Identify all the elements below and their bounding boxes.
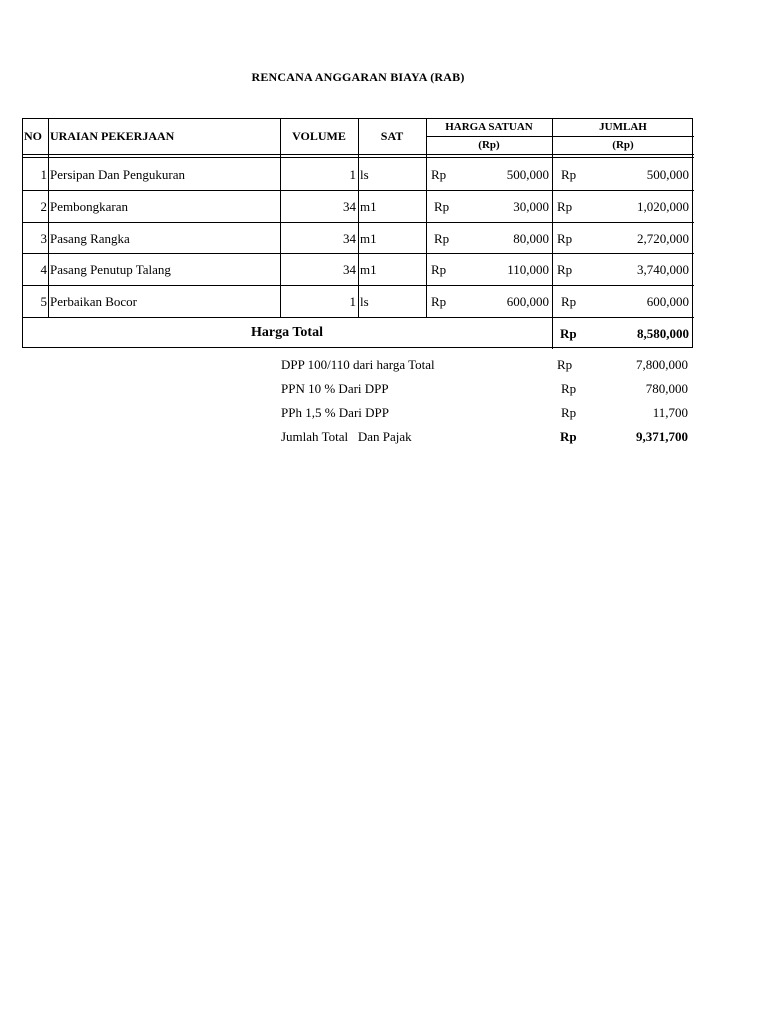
- row-harga: 30,000: [513, 199, 549, 214]
- header-uraian: URAIAN PEKERJAAN: [50, 129, 175, 143]
- header-volume: VOLUME: [292, 129, 346, 143]
- header-harga-satuan: HARGA SATUAN: [445, 121, 533, 133]
- row-jumlah: 1,020,000: [637, 199, 689, 214]
- summary-ppn-label: PPN 10 % Dari DPP: [281, 381, 389, 396]
- col-divider: [358, 119, 359, 317]
- summary-pph-rp: Rp: [561, 405, 577, 420]
- row-jumlah-rp: Rp: [557, 262, 573, 277]
- header-bottom-line: [23, 157, 694, 158]
- row-sat: m1: [360, 262, 377, 277]
- summary-pph-value: 11,700: [652, 405, 688, 420]
- row-uraian: Pasang Rangka: [50, 231, 130, 246]
- row-sat: m1: [360, 199, 377, 214]
- row-harga: 110,000: [507, 262, 549, 277]
- row-jumlah: 600,000: [646, 294, 689, 309]
- row-harga: 500,000: [506, 167, 549, 182]
- header-no: NO: [24, 129, 42, 143]
- row-harga-rp: Rp: [434, 199, 450, 214]
- summary-grand-total-rp: Rp: [560, 429, 577, 444]
- header-harga-satuan-unit: (Rp): [478, 139, 500, 151]
- summary-dpp-label: DPP 100/110 dari harga Total: [281, 357, 435, 372]
- row-volume: 1: [349, 167, 356, 182]
- row-no: 4: [40, 262, 47, 277]
- document-title: RENCANA ANGGARAN BIAYA (RAB): [251, 70, 465, 84]
- row-jumlah: 3,740,000: [637, 262, 689, 277]
- row-sat: ls: [360, 167, 369, 182]
- row-no: 3: [40, 231, 47, 246]
- row-no: 2: [40, 199, 47, 214]
- row-harga-rp: Rp: [431, 294, 447, 309]
- row-uraian: Perbaikan Bocor: [50, 294, 138, 309]
- budget-table: [22, 118, 693, 348]
- header-subline: [426, 136, 694, 137]
- row-harga-rp: Rp: [434, 231, 450, 246]
- summary-grand-total-value: 9,371,700: [636, 429, 688, 444]
- row-volume: 1: [349, 294, 356, 309]
- row-sat: ls: [360, 294, 369, 309]
- row-harga-rp: Rp: [431, 262, 447, 277]
- header-jumlah-unit: (Rp): [612, 139, 634, 151]
- summary-grand-total-label: Jumlah Total Dan Pajak: [281, 429, 412, 444]
- summary-dpp-value: 7,800,000: [636, 357, 688, 372]
- row-jumlah: 2,720,000: [637, 231, 689, 246]
- row-line: [23, 317, 694, 318]
- row-uraian: Persipan Dan Pengukuran: [50, 167, 186, 182]
- row-volume: 34: [343, 262, 356, 277]
- col-divider: [280, 119, 281, 317]
- row-jumlah-rp: Rp: [561, 294, 577, 309]
- summary-pph-label: PPh 1,5 % Dari DPP: [281, 405, 389, 420]
- row-jumlah-rp: Rp: [557, 199, 573, 214]
- total-label: Harga Total: [251, 325, 323, 340]
- row-uraian: Pembongkaran: [50, 199, 128, 214]
- summary-ppn-value: 780,000: [645, 381, 688, 396]
- row-sat: m1: [360, 231, 377, 246]
- summary-ppn-rp: Rp: [561, 381, 577, 396]
- row-jumlah: 500,000: [646, 167, 689, 182]
- header-bottom-line: [23, 154, 694, 155]
- row-volume: 34: [343, 231, 356, 246]
- row-line: [23, 190, 694, 191]
- row-harga: 600,000: [506, 294, 549, 309]
- row-jumlah-rp: Rp: [561, 167, 577, 182]
- row-line: [23, 285, 694, 286]
- total-rp: Rp: [560, 326, 577, 341]
- row-no: 5: [40, 294, 47, 309]
- row-volume: 34: [343, 199, 356, 214]
- row-uraian: Pasang Penutup Talang: [50, 262, 171, 277]
- header-jumlah: JUMLAH: [599, 121, 647, 133]
- row-no: 1: [40, 167, 47, 182]
- row-harga-rp: Rp: [431, 167, 447, 182]
- row-line: [23, 253, 694, 254]
- row-harga: 80,000: [513, 231, 549, 246]
- total-value: 8,580,000: [637, 326, 689, 341]
- header-sat: SAT: [380, 129, 404, 143]
- row-jumlah-rp: Rp: [557, 231, 573, 246]
- col-divider: [48, 119, 49, 317]
- row-line: [23, 222, 694, 223]
- summary-dpp-rp: Rp: [557, 357, 573, 372]
